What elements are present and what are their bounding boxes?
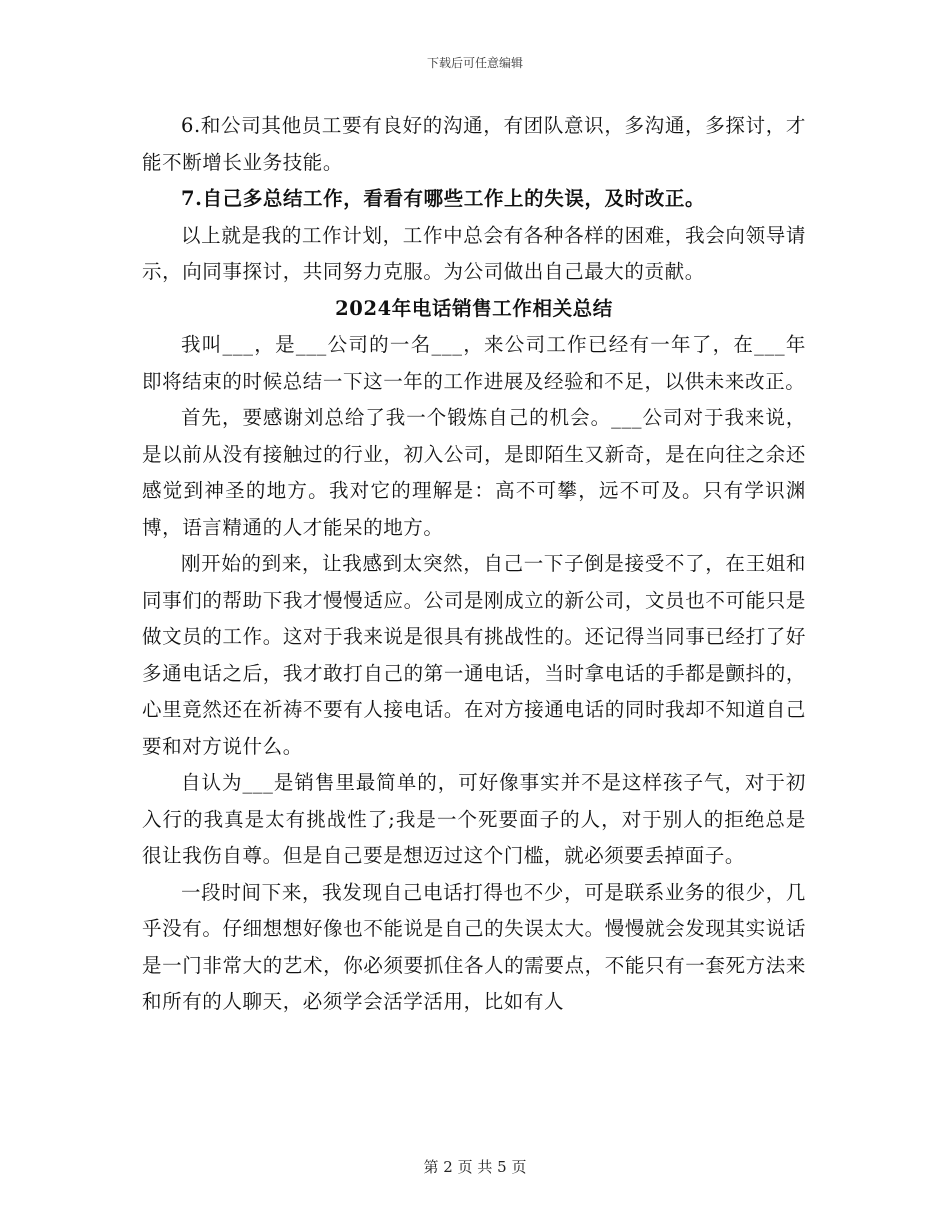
paragraph-item-7: 7.自己多总结工作，看看有哪些工作上的失误，及时改正。 (181, 187, 706, 210)
paragraph-item-6: 6.和公司其他员工要有良好的沟通，有团队意识，多沟通，多探讨，才能不断增长业务技能。 (142, 114, 806, 174)
page-header: 下载后可任意编辑 (426, 56, 523, 70)
page-footer: 第 2 页 共 5 页 (423, 1158, 527, 1176)
document-body (142, 108, 806, 1021)
section-title: 2024年电话销售工作相关总结 (335, 296, 613, 320)
paragraph-plan-conclusion: 以上就是我的工作计划，工作中总会有各种各样的困难，我会向领导请示，向同事探讨，共同努力克服。为公司做出自己最大的贡献。 (142, 223, 806, 283)
paragraph-intro: 我叫___，是___公司的一名___，来公司工作已经有一年了，在___年即将结束的时候总结一下这一年的工作进展及经验和不足，以供未来改正。 (142, 333, 806, 393)
paragraph-experience: 一段时间下来，我发现自己电话打得也不少，可是联系业务的很少，几乎没有。仔细想想好像也不能说是自己的失误太大。慢慢就会发现其实说话是一门非常大的艺术，你必须要抓住各人的需要点，不能只有一套死方法来和所有的人聊天，必须学会活学活用，比如有人 (142, 880, 806, 1013)
paragraph-thanks: 首先，要感谢刘总给了我一个锻炼自己的机会。___公司对于我来说，是以前从没有接触过的行业，初入公司，是即陌生又新奇，是在向往之余还感觉到神圣的地方。我对它的理解是：高不可攀，远不可及。只有学识渊博，语言精通的人才能呆的地方。 (142, 406, 806, 539)
paragraph-beginning: 刚开始的到来，让我感到太突然，自己一下子倒是接受不了，在王姐和同事们的帮助下我才慢慢适应。公司是刚成立的新公司，文员也不可能只是做文员的工作。这对于我来说是很具有挑战性的。还记得当同事已经打了好多通电话之后，我才敢打自己的第一通电话，当时拿电话的手都是颤抖的，心里竟然还在祈祷不要有人接电话。在对方接通电话的同时我却不知道自己要和对方说什么。 (142, 552, 806, 758)
paragraph-challenge: 自认为___是销售里最简单的，可好像事实并不是这样孩子气，对于初入行的我真是太有挑战性了;我是一个死要面子的人，对于别人的拒绝总是很让我伤自尊。但是自己要是想迈过这个门槛，就必须要丢掉面子。 (142, 771, 806, 867)
